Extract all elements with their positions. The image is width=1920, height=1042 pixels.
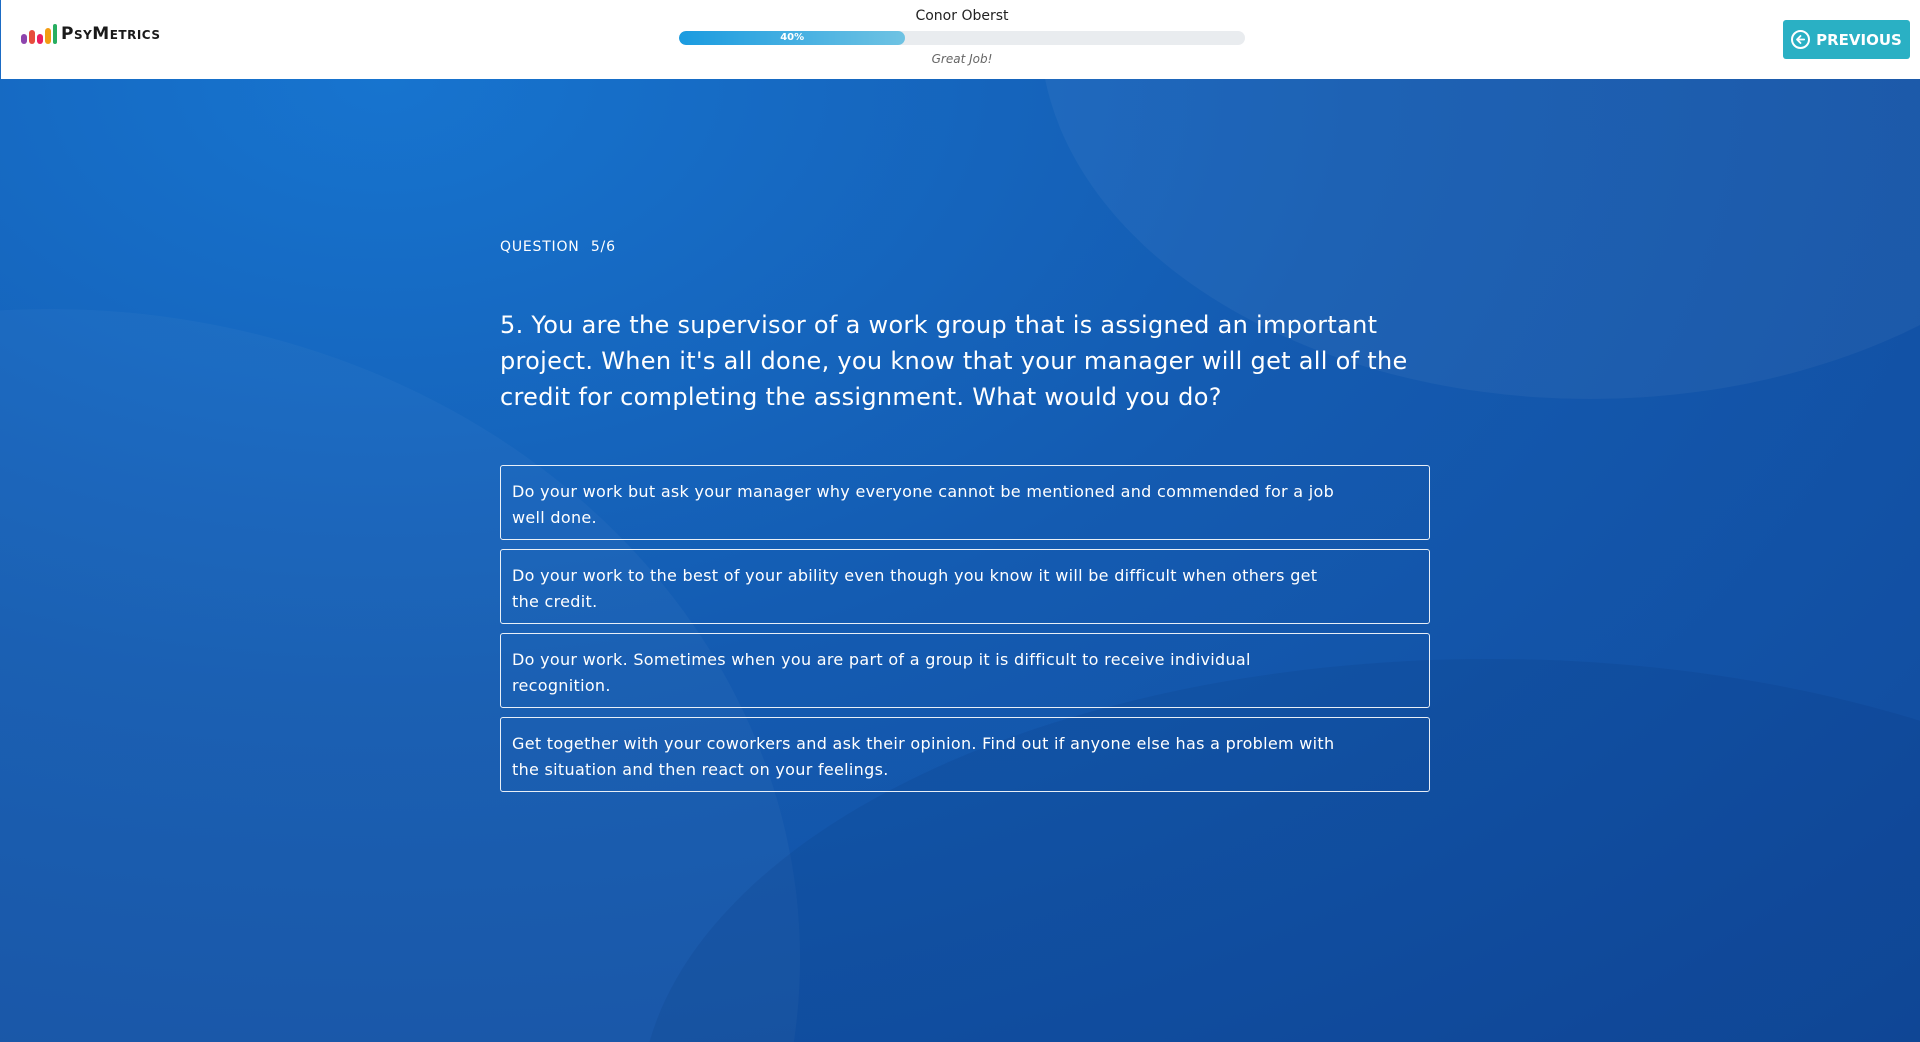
progress-bar-fill: 40% — [679, 31, 905, 45]
previous-button[interactable] — [1783, 20, 1910, 59]
answer-option[interactable]: Do your work. Sometimes when you are part of a group it is difficult to receive individual recognition. — [500, 633, 1430, 708]
psymetrics-logo — [21, 24, 160, 44]
top-header — [0, 0, 1920, 79]
arrow-left-circle-icon — [1791, 30, 1810, 49]
answer-option[interactable]: Do your work but ask your manager why everyone cannot be mentioned and commended for a job well done. — [500, 465, 1430, 540]
question-counter-value: 5/6 — [590, 239, 616, 255]
question-content — [500, 239, 1430, 801]
question-counter-label: QUESTION — [500, 239, 580, 255]
user-name: Conor Oberst — [915, 8, 1009, 24]
progress-bar — [679, 31, 1245, 45]
logo-text: PsyMetrics — [61, 24, 161, 44]
encouragement-text: Great Job! — [931, 52, 993, 66]
question-counter — [500, 239, 1430, 255]
question-text: 5. You are the supervisor of a work group that is assigned an important project. When it's all done, you know that your manager will get all of the credit for completing the assignment. What would you do? — [500, 311, 1408, 411]
previous-button-label: PREVIOUS — [1816, 30, 1902, 49]
answer-option[interactable]: Get together with your coworkers and ask their opinion. Find out if anyone else has a problem with the situation and then react on your feelings. — [500, 717, 1430, 792]
progress-section — [679, 6, 1245, 66]
answer-options — [500, 465, 1430, 792]
answer-option[interactable]: Do your work to the best of your ability even though you know it will be difficult when others get the credit. — [500, 549, 1430, 624]
question-panel — [0, 79, 1920, 1042]
logo-mark-icon — [21, 24, 57, 44]
